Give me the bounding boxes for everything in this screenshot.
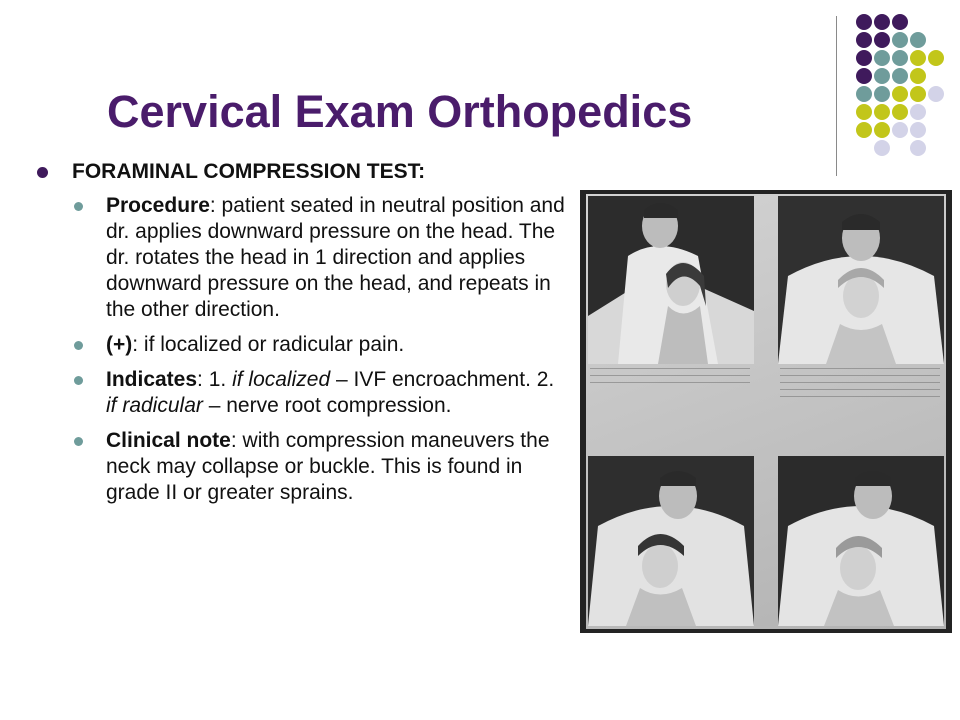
lavender-dot — [892, 122, 908, 138]
teal-dot — [856, 86, 872, 102]
olive-dot — [910, 50, 926, 66]
purple-dot — [892, 14, 908, 30]
clinical-note-item — [35, 428, 565, 506]
dot-grid-decoration — [854, 12, 950, 162]
teal-dot — [874, 86, 890, 102]
olive-dot — [910, 86, 926, 102]
figure-caption — [780, 368, 940, 402]
teal-bullet-icon — [74, 341, 83, 350]
purple-dot — [856, 14, 872, 30]
divider-line — [836, 16, 837, 176]
photo-panel — [778, 456, 944, 626]
purple-dot — [856, 50, 872, 66]
textbook-page — [586, 194, 946, 629]
exam-figure-image — [588, 456, 754, 626]
indicates-label: Indicates — [106, 368, 198, 391]
clinical-note-label: Clinical note — [106, 429, 231, 452]
teal-dot — [892, 32, 908, 48]
purple-dot — [856, 68, 872, 84]
textbook-photo — [580, 190, 952, 633]
indicates-text: : 1. — [197, 368, 233, 391]
slide-body — [35, 158, 565, 515]
indicates-text: – IVF encroachment. 2. — [330, 368, 555, 391]
photo-panel — [778, 196, 944, 364]
lavender-dot — [910, 122, 926, 138]
teal-bullet-icon — [74, 437, 83, 446]
test-heading: FORAMINAL COMPRESSION TEST: — [72, 160, 426, 183]
olive-dot — [928, 50, 944, 66]
lavender-dot — [910, 140, 926, 156]
indicates-radicular: if radicular — [106, 394, 203, 417]
procedure-item — [35, 193, 565, 323]
main-bullet — [35, 158, 565, 185]
teal-bullet-icon — [74, 202, 83, 211]
slide-title: Cervical Exam Orthopedics — [107, 86, 693, 137]
positive-label: (+) — [106, 333, 133, 356]
indicates-text: – nerve root compression. — [202, 394, 452, 417]
lavender-dot — [874, 140, 890, 156]
olive-dot — [856, 122, 872, 138]
positive-text: : if localized or radicular pain. — [132, 333, 405, 356]
purple-bullet-icon — [37, 167, 48, 178]
olive-dot — [856, 104, 872, 120]
purple-dot — [874, 14, 890, 30]
clinical-note-text: : with compression maneuvers the neck may collapse or buckle. This is found in grade II or greater sprains. — [106, 429, 550, 504]
sub-bullet-list — [35, 193, 565, 506]
photo-panel — [588, 456, 754, 626]
procedure-label: Procedure — [106, 194, 210, 217]
teal-dot — [874, 68, 890, 84]
olive-dot — [874, 122, 890, 138]
teal-dot — [874, 50, 890, 66]
olive-dot — [874, 104, 890, 120]
photo-panel — [588, 196, 754, 364]
indicates-item — [35, 367, 565, 419]
figure-caption — [590, 368, 750, 388]
procedure-text: : patient seated in neutral position and dr. applies downward pressure on the head. The dr. rotates the head in 1 direction and applies downward pressure on the head, and repeats in the other direction. — [106, 194, 565, 321]
exam-figure-image — [778, 196, 944, 364]
olive-dot — [892, 86, 908, 102]
teal-dot — [892, 50, 908, 66]
teal-dot — [892, 68, 908, 84]
olive-dot — [910, 68, 926, 84]
indicates-localized: if localized — [232, 368, 331, 391]
teal-dot — [910, 32, 926, 48]
teal-bullet-icon — [74, 376, 83, 385]
lavender-dot — [928, 86, 944, 102]
lavender-dot — [910, 104, 926, 120]
exam-figure-image — [778, 456, 944, 626]
purple-dot — [874, 32, 890, 48]
olive-dot — [892, 104, 908, 120]
purple-dot — [856, 32, 872, 48]
positive-item — [35, 332, 565, 358]
exam-figure-image — [588, 196, 754, 364]
